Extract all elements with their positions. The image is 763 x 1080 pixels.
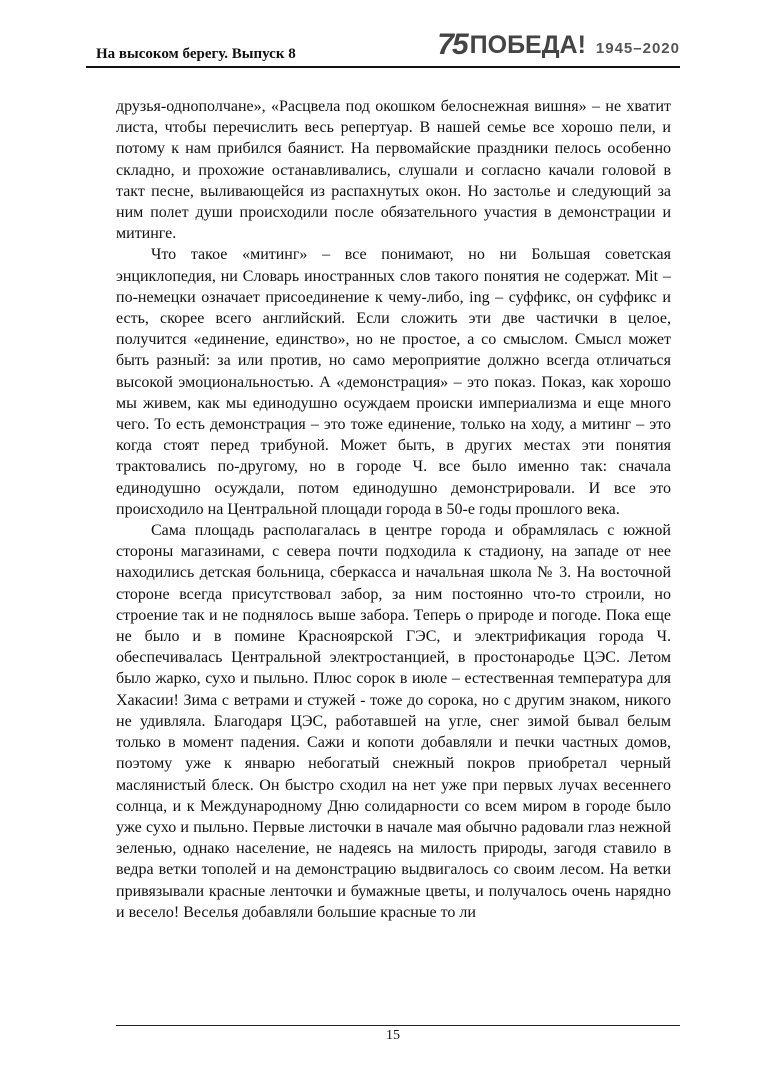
paragraph-3: Сама площадь располагалась в центре города и обрамлялась с южной стороны магазинами, с севера почти подходила к стадиону, на западе от нее находились детская больница, сберкасса и начальная школа № 3. На восточной стороне всегда присутствовал забор, за ним постоянно что-то строили, но строение так и не поднялось выше забора. Теперь о природе и погоде. Пока еще не было и в помине Красноярской ГЭС, и электрификация города Ч. обеспечивалась Центральной электростанцией, в простонародье ЦЭС. Летом было жарко, сухо и пыльно. Плюс сорок в июле – естественная температура для Хакасии! Зима с ветрами и стужей - тоже до сорока, но с другим знаком, никого не удивляла. Благодаря ЦЭС, работавшей на угле, снег зимой бывал белым только в момент падения. Сажи и копоти добавляли и печки частных домов, поэтому уже к январю небогатый снежный покров приобретал черный маслянистый блеск. Он быстро сходил на нет уже при первых лучах весеннего солнца, и к Международному Дню солидарности со всем миром в городе было уже сухо и пыльно. Первые листочки в начале мая обычно радовали глаз нежной зеленью, однако население, не надеясь на милость природы, загодя ставило в ведра ветки тополей и на демонстрацию выдвигалось со своим лесом. На ветки привязывали красные ленточки и бумажные цветы, и получалось очень нарядно и весело! Веселья добавляли большие красные то ли: [116, 522, 671, 921]
logo-years: 1945–2020: [595, 40, 680, 57]
page-header: [86, 24, 680, 68]
page-number: 15: [386, 1028, 400, 1043]
logo-number: 75: [437, 28, 467, 61]
running-title: На высоком берегу. Выпуск 8: [96, 46, 296, 62]
paragraph-2: Что такое «митинг» – все понимают, но ни Большая советская энциклопедия, ни Словарь иностранных слов такого понятия не содержат. Mit – по-немецки означает присоединение к чему-либо, ing – суффикс, он суффикс и есть, скорее всего английский. Если сложить эти две частички в целое, получится «единение, единство», но не простое, а со смыслом. Смысл может быть разный: за или против, но само мероприятие должно всегда отличаться высокой эмоциональностью. А «демонстрация» – это показ. Показ, как хорошо мы живем, как мы единодушно осуждаем происки империализма и еще много чего. То есть демонстрация – это тоже единение, только на ходу, а митинг – это когда стоят перед трибуной. Может быть, в других местах эти понятия трактовались по-другому, но в городе Ч. все было именно так: сначала единодушно осуждали, потом единодушно демонстрировали. И все это происходило на Центральной площади города в 50-е годы прошлого века.: [116, 246, 671, 518]
logo-word: ПОБЕДА!: [469, 31, 586, 59]
victory-75-logo: [437, 30, 680, 60]
paragraph-1: друзья-однополчане», «Расцвела под окошком белоснежная вишня» – не хватит листа, чтобы перечислить весь репертуар. В нашей семье все хорошо пели, и потому к нам прибился баянист. На первомайские праздники пелось особенно складно, и прохожие останавливались, слушали и согласно качали головой в такт песне, выливающейся из распахнутых окон. Но застолье и следующий за ним полет души происходили после обязательного участия в демонстрации и митинге.: [116, 98, 671, 243]
footer-divider: [116, 1025, 680, 1026]
article-body: [116, 96, 671, 923]
